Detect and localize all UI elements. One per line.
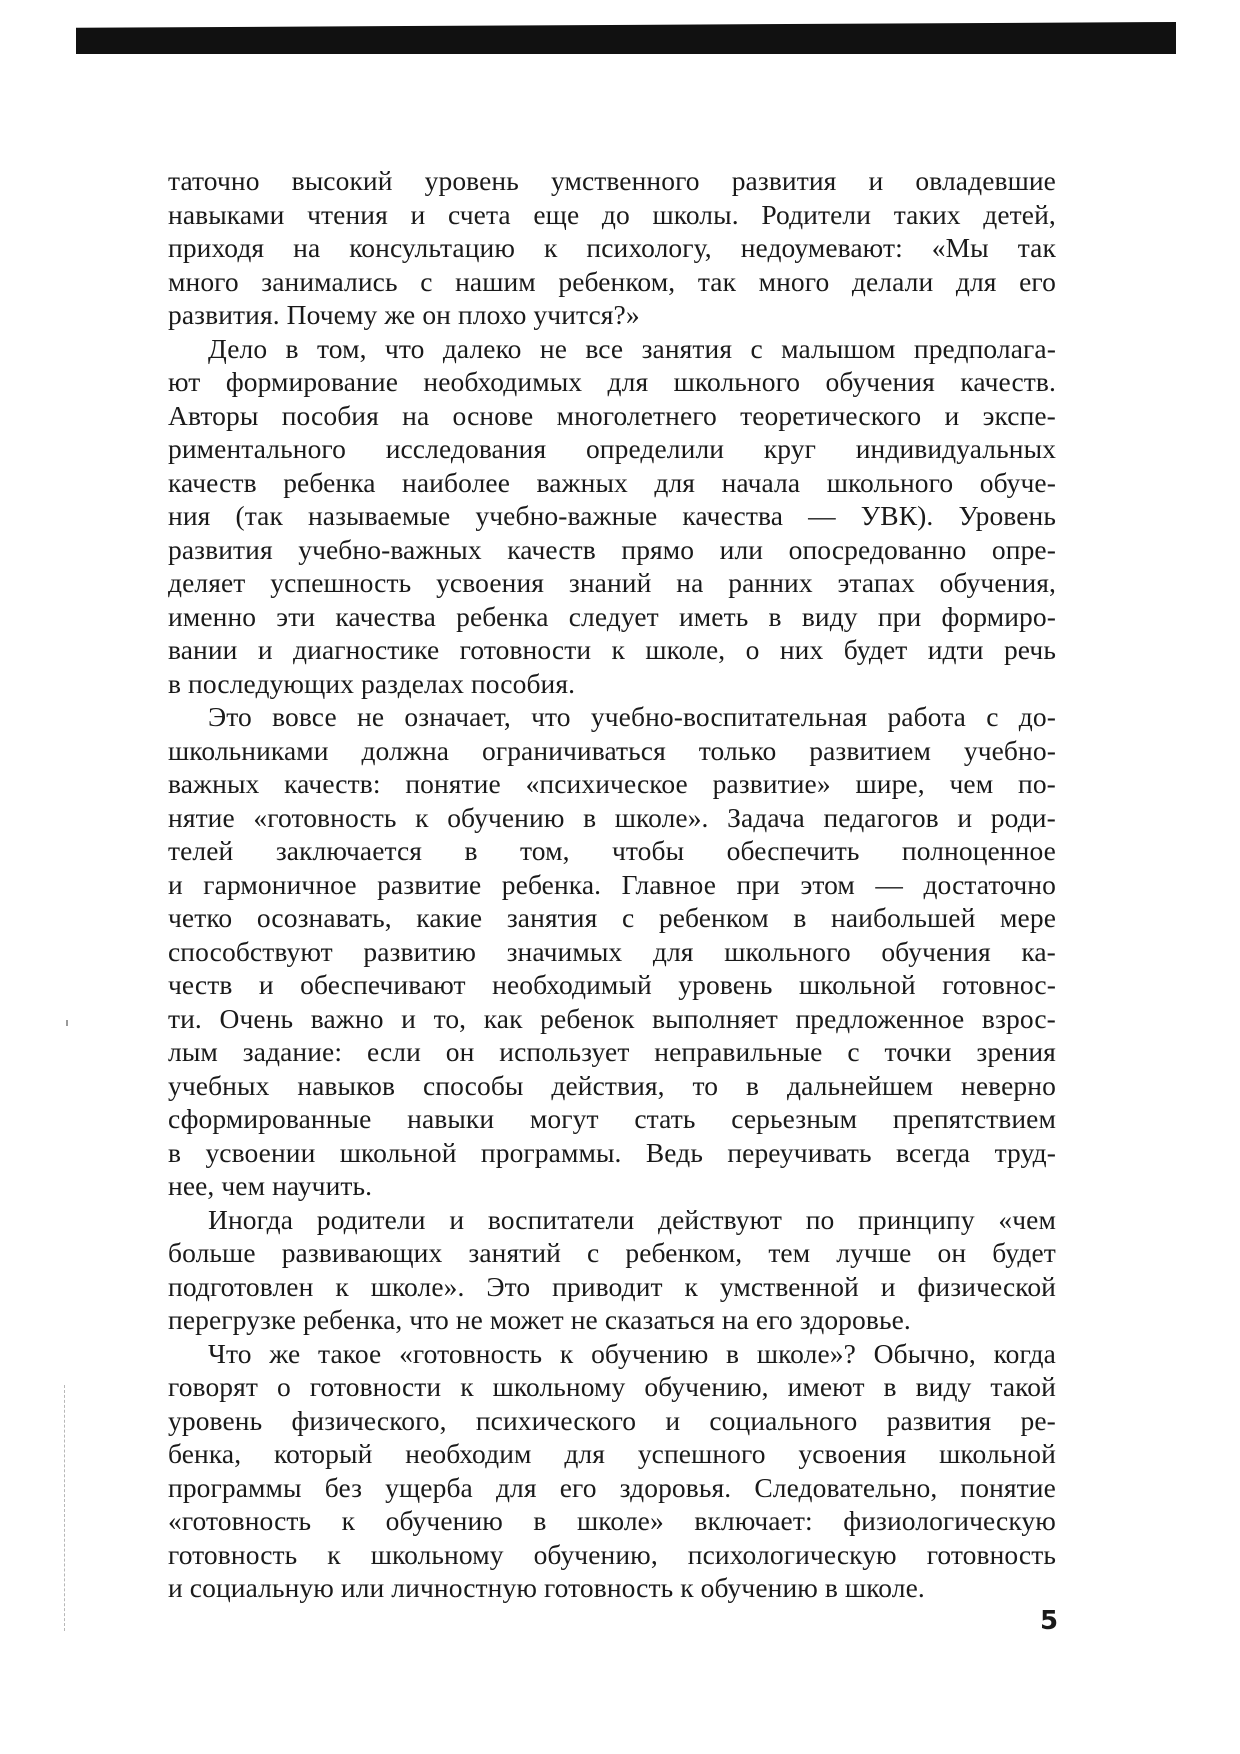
text-line: в усвоении школьной программы. Ведь переучивать всегда труд- — [168, 1136, 1056, 1168]
body-text — [168, 164, 1056, 1605]
paragraph — [168, 1337, 1056, 1605]
text-line: подготовлен к школе». Это приводит к умственной и физической — [168, 1270, 1056, 1302]
margin-marks — [64, 1385, 71, 1631]
text-line: ют формирование необходимых для школьного обучения качеств. — [168, 366, 1056, 397]
text-line: уровень физического, психического и социального развития ре- — [168, 1404, 1056, 1436]
text-line: программы без ущерба для его здоровья. Следовательно, понятие — [168, 1471, 1056, 1503]
paragraph — [168, 1203, 1056, 1337]
text-line: Дело в том, что далеко не все занятия с малышом предполага- — [208, 332, 1056, 364]
text-line: ния (так называемые учебно-важные качества — УВК). Уровень — [168, 500, 1056, 531]
text-line: телей заключается в том, чтобы обеспечить полноценное — [168, 835, 1056, 866]
paragraph — [168, 700, 1056, 1203]
text-line: сформированные навыки могут стать серьезным препятствием — [168, 1103, 1056, 1134]
margin-mark — [66, 1020, 68, 1026]
text-line: Иногда родители и воспитатели действуют по принципу «чем — [208, 1203, 1056, 1235]
text-line: навыками чтения и счета еще до школы. Родители таких детей, — [168, 198, 1056, 230]
text-line: «готовность к обучению в школе» включает: физиологическую — [168, 1505, 1056, 1536]
text-line: таточно высокий уровень умственного развития и овладевшие — [168, 165, 1056, 196]
text-line: развития учебно-важных качеств прямо или опосредованно опре- — [168, 533, 1056, 565]
text-line: деляет успешность усвоения знаний на ранних этапах обучения, — [168, 567, 1056, 598]
text-line: способствуют развитию значимых для школьного обучения ка- — [168, 935, 1056, 967]
text-line: риментального исследования определили круг индивидуальных — [168, 433, 1056, 464]
text-line: говорят о готовности к школьному обучению, имеют в виду такой — [168, 1371, 1056, 1402]
text-line: Авторы пособия на основе многолетнего теоретического и экспе- — [168, 399, 1056, 431]
text-line: школьниками должна ограничиваться только развитием учебно- — [168, 734, 1056, 766]
paragraph — [168, 164, 1056, 332]
text-line: Это вовсе не означает, что учебно-воспитательная работа с до- — [208, 701, 1056, 732]
text-line: нее, чем научить. — [168, 1170, 373, 1201]
text-line: честв и обеспечивают необходимый уровень школьной готовнос- — [168, 969, 1056, 1000]
paragraph — [168, 332, 1056, 701]
text-line: вании и диагностике готовности к школе, о них будет идти речь — [168, 634, 1056, 665]
text-line: именно эти качества ребенка следует иметь в виду при формиро- — [168, 600, 1056, 632]
text-line: и гармоничное развитие ребенка. Главное при этом — достаточно — [168, 868, 1056, 900]
text-line: четко осознавать, какие занятия с ребенком в наибольшей мере — [168, 902, 1056, 933]
text-line: качеств ребенка наиболее важных для начала школьного обуче- — [168, 466, 1056, 498]
text-line: готовность к школьному обучению, психологическую готовность — [168, 1538, 1056, 1570]
page-number: 5 — [1040, 1606, 1059, 1636]
text-line: приходя на консультацию к психологу, недоумевают: «Мы так — [168, 232, 1056, 263]
text-line: учебных навыков способы действия, то в дальнейшем неверно — [168, 1069, 1056, 1101]
text-line: ти. Очень важно и то, как ребенок выполняет предложенное взрос- — [168, 1002, 1056, 1034]
text-line: больше развивающих занятий с ребенком, тем лучше он будет — [168, 1237, 1056, 1268]
text-line: много занимались с нашим ребенком, так много делали для его — [168, 265, 1056, 297]
text-line: Что же такое «готовность к обучению в школе»? Обычно, когда — [208, 1337, 1056, 1369]
text-line: и социальную или личностную готовность к обучению в школе. — [168, 1572, 925, 1603]
text-line: важных качеств: понятие «психическое развитие» шире, чем по- — [168, 768, 1056, 799]
header-bar — [76, 22, 1176, 54]
text-line: развития. Почему же он плохо учится?» — [168, 299, 640, 330]
text-line: в последующих разделах пособия. — [168, 667, 576, 699]
text-line: лым задание: если он использует неправильные с точки зрения — [168, 1036, 1056, 1067]
text-line: нятие «готовность к обучению в школе». Задача педагогов и роди- — [168, 801, 1056, 833]
text-line: бенка, который необходим для успешного усвоения школьной — [168, 1438, 1056, 1469]
text-line: перегрузке ребенка, что не может не сказаться на его здоровье. — [168, 1304, 911, 1335]
